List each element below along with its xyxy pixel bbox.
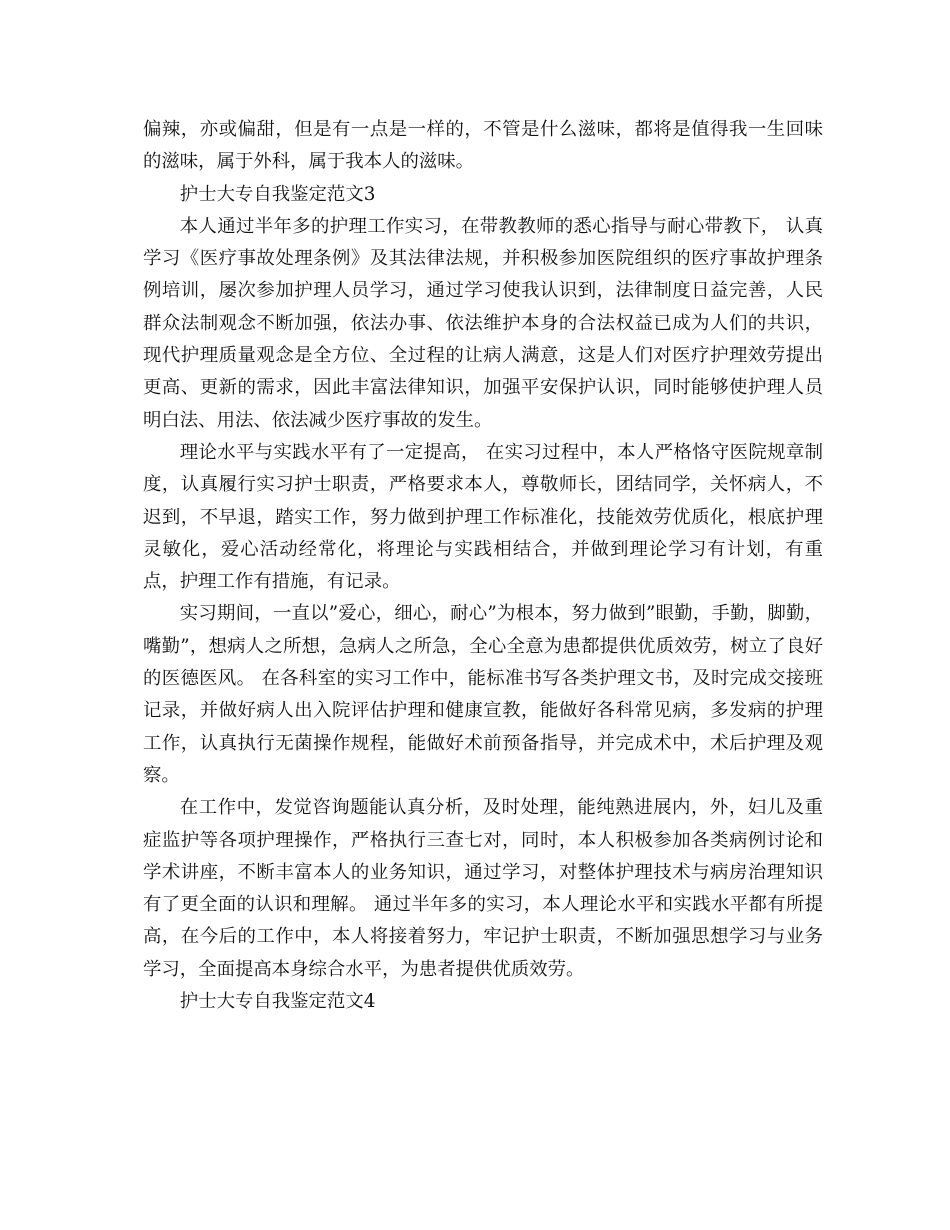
document-page	[143, 114, 823, 1018]
paragraph: 本人通过半年多的护理工作实习，在带教教师的悉心指导与耐心带教下， 认真学习《医疗事故处理条例》及其法律法规，并积极参加医院组织的医疗事故护理条例培训，屡次参加护理人员学习，通过学习使我认识到，法律制度日益完善，人民群众法制观念不断加强，依法办事、依法维护本身的合法权益已成为人们的共识，现代护理质量观念是全方位、全过程的让病人满意，这是人们对医疗护理效劳提出更高、更新的需求，因此丰富法律知识，加强平安保护认识，同时能够使护理人员明白法、用法、依法减少医疗事故的发生。	[143, 215, 823, 431]
paragraph: 实习期间，一直以”爱心，细心，耐心”为根本，努力做到”眼勤，手勤，脚勤，嘴勤”，想病人之所想，急病人之所急，全心全意为患都提供优质效劳，树立了良好的医德医风。 在各科室的实习工作中，能标准书写各类护理文书，及时完成交接班记录，并做好病人出入院评估护理和健康宣教，能做好各科常见病，多发病的护理工作，认真执行无菌操作规程，能做好术前预备指导，并完成术中，术后护理及观察。	[143, 603, 823, 786]
paragraph: 在工作中，发觉咨询题能认真分析，及时处理，能纯熟进展内，外，妇儿及重症监护等各项护理操作，严格执行三查七对，同时，本人积极参加各类病例讨论和学术讲座，不断丰富本人的业务知识，通过学习，对整体护理技术与病房治理知识有了更全面的认识和理解。 通过半年多的实习，本人理论水平和实践水平都有所提高，在今后的工作中，本人将接着努力，牢记护士职责，不断加强思想学习与业务学习，全面提高本身综合水平，为患者提供优质效劳。	[143, 797, 823, 980]
section-heading-4: 护士大专自我鉴定范文4	[179, 991, 376, 1013]
section-heading-3: 护士大专自我鉴定范文3	[179, 183, 376, 205]
paragraph: 理论水平与实践水平有了一定提高， 在实习过程中，本人严格恪守医院规章制度，认真履行实习护士职责，严格要求本人，尊敬师长，团结同学，关怀病人，不迟到，不早退，踏实工作，努力做到护理工作标准化，技能效劳优质化，根底护理灵敏化，爱心活动经常化，将理论与实践相结合，并做到理论学习有计划，有重点，护理工作有措施，有记录。	[143, 441, 823, 593]
paragraph-continuation: 偏辣，亦或偏甜，但是有一点是一样的，不管是什么滋味，都将是值得我一生回味的滋味，属于外科，属于我本人的滋味。	[143, 119, 823, 173]
